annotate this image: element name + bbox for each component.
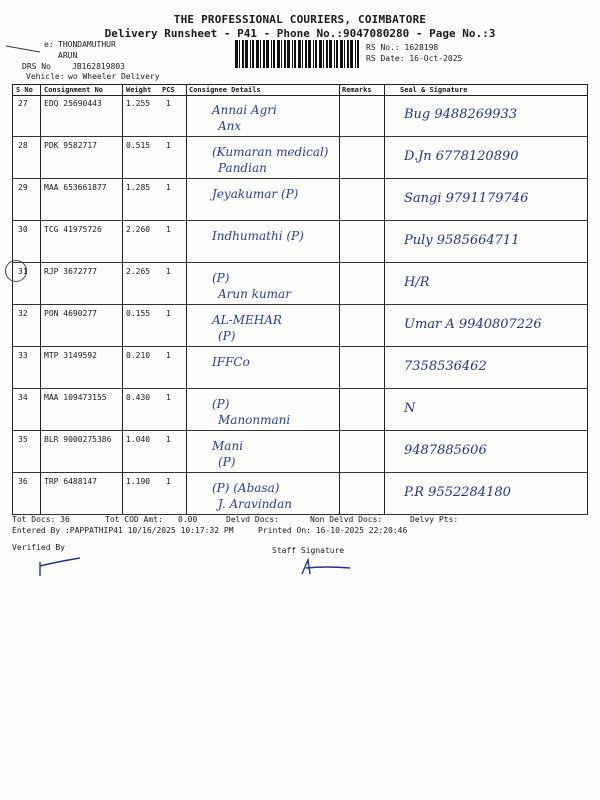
col-consignee: Consignee Details <box>189 86 261 94</box>
row-sno: 31 <box>18 267 28 276</box>
row-signature: 9487885606 <box>404 443 487 458</box>
row-sno: 35 <box>18 435 28 444</box>
table-row <box>12 221 588 263</box>
row-weight: 0.515 <box>126 141 151 150</box>
table-row <box>12 473 588 515</box>
branch-prefix: e: <box>44 40 54 49</box>
row-consignment-no: MTP 3149592 <box>44 351 97 360</box>
row-signature: Umar A 9940807226 <box>404 317 542 332</box>
row-consignee-line2: J. Aravindan <box>218 497 292 511</box>
printed-on: Printed On: 16-10-2025 22:20:46 <box>258 526 408 535</box>
row-signature: Puly 9585664711 <box>404 233 520 248</box>
row-pcs: 1 <box>166 435 171 444</box>
row-consignment-no: TCG 41975726 <box>44 225 102 234</box>
row-sno: 33 <box>18 351 28 360</box>
pen-mark <box>4 38 44 56</box>
row-pcs: 1 <box>166 393 171 402</box>
row-pcs: 1 <box>166 351 171 360</box>
table-row <box>12 431 588 473</box>
row-consignment-no: TRP 6488147 <box>44 477 97 486</box>
total-cod-label: Tot COD Amt: <box>105 515 163 524</box>
row-consignee: (Kumaran medical) <box>212 145 329 159</box>
col-weight: Weight <box>126 86 152 94</box>
drs-label: DRS No <box>22 62 51 71</box>
table-row <box>12 179 588 221</box>
delivered-docs: Delvd Docs: <box>226 515 279 524</box>
staff-name: ARUN <box>58 51 78 60</box>
table-row <box>12 263 588 305</box>
col-remarks: Remarks <box>342 86 372 94</box>
row-consignment-no: MAA 109473155 <box>44 393 107 402</box>
row-sno: 29 <box>18 183 28 192</box>
row-consignment-no: BLR 9000275386 <box>44 435 112 444</box>
row-consignee: Mani <box>212 439 244 453</box>
verifier-signature-mark <box>36 556 86 580</box>
row-consignment-no: RJP 3672777 <box>44 267 97 276</box>
row-signature: 7358536462 <box>404 359 487 374</box>
row-consignment-no: EDQ 25690443 <box>44 99 102 108</box>
table-row <box>12 305 588 347</box>
total-cod-value: 0.00 <box>178 515 198 524</box>
row-consignee-line2: Arun kumar <box>218 287 291 301</box>
row-pcs: 1 <box>166 267 171 276</box>
row-sno: 32 <box>18 309 28 318</box>
total-docs: Tot Docs: 36 <box>12 515 70 524</box>
row-pcs: 1 <box>166 141 171 150</box>
row-consignee-line2: Manonmani <box>218 413 291 427</box>
row-sno: 27 <box>18 99 28 108</box>
row-pcs: 1 <box>166 99 171 108</box>
vehicle-value: wo Wheeler Delivery <box>68 72 160 81</box>
verified-by-label: Verified By <box>12 543 65 552</box>
table-row <box>12 137 588 179</box>
row-consignee: IFFCo <box>212 355 250 369</box>
company-title: THE PROFESSIONAL COURIERS, COIMBATORE <box>173 13 427 26</box>
row-sno: 34 <box>18 393 28 402</box>
row-sno: 36 <box>18 477 28 486</box>
staff-signature-label: Staff Signature <box>272 546 345 555</box>
table-row <box>12 95 588 137</box>
row-consignee: (P) (Abasa) <box>212 481 280 495</box>
table-row <box>12 347 588 389</box>
runsheet-subtitle: Delivery Runsheet - P41 - Phone No.:9047080280 - Page No.:3 <box>104 27 496 40</box>
row-sno: 30 <box>18 225 28 234</box>
row-consignee: Indhumathi (P) <box>212 229 304 243</box>
row-signature: N <box>404 401 416 416</box>
row-consignee-line2: Pandian <box>218 161 267 175</box>
non-delivered-docs: Non Delvd Docs: <box>310 515 383 524</box>
rs-number: RS No.: 1628198 <box>366 43 439 52</box>
staff-signature-mark <box>296 556 356 580</box>
row-consignee-line2: (P) <box>218 455 236 469</box>
row-signature: Bug 9488269933 <box>404 107 518 122</box>
row-consignment-no: PDK 9582717 <box>44 141 97 150</box>
row-consignee: Annai Agri <box>212 103 277 117</box>
row-consignee-line2: (P) <box>218 329 236 343</box>
row-signature: D.Jn 6778120890 <box>404 149 519 164</box>
row-weight: 1.040 <box>126 435 151 444</box>
drs-value: JB162819803 <box>72 62 125 71</box>
table-row <box>12 389 588 431</box>
col-sno: S No <box>16 86 33 94</box>
row-pcs: 1 <box>166 477 171 486</box>
branch-name: THONDAMUTHUR <box>58 40 116 49</box>
row-weight: 2.265 <box>126 267 151 276</box>
row-consignee: Jeyakumar (P) <box>212 187 299 201</box>
row-consignee: (P) <box>212 271 230 285</box>
row-sno: 28 <box>18 141 28 150</box>
delivery-points: Delvy Pts: <box>410 515 459 524</box>
row-signature: P.R 9552284180 <box>404 485 511 500</box>
row-pcs: 1 <box>166 225 171 234</box>
row-consignee: (P) <box>212 397 230 411</box>
row-weight: 0.430 <box>126 393 151 402</box>
row-weight: 0.155 <box>126 309 151 318</box>
row-pcs: 1 <box>166 309 171 318</box>
col-signature: Seal & Signature <box>400 86 468 94</box>
barcode <box>233 40 363 68</box>
row-consignee: AL-MEHAR <box>212 313 282 327</box>
row-weight: 0.210 <box>126 351 151 360</box>
row-weight: 1.255 <box>126 99 151 108</box>
row-consignee-line2: Anx <box>218 119 242 133</box>
row-signature: Sangi 9791179746 <box>404 191 529 206</box>
row-weight: 1.285 <box>126 183 151 192</box>
row-consignment-no: PON 4690277 <box>44 309 97 318</box>
row-pcs: 1 <box>166 183 171 192</box>
col-consignment: Consignment No <box>44 86 104 94</box>
row-31-circle-mark <box>5 260 27 282</box>
col-pcs: PCS <box>162 86 175 94</box>
vehicle-label: Vehicle: <box>26 72 65 81</box>
row-weight: 1.190 <box>126 477 151 486</box>
row-weight: 2.260 <box>126 225 151 234</box>
entered-by: Entered By :PAPPATHIP41 10/16/2025 10:17:32 PM <box>12 526 234 535</box>
rs-date: RS Date: 16-Oct-2025 <box>366 54 463 63</box>
row-consignment-no: MAA 653661877 <box>44 183 107 192</box>
row-signature: H/R <box>404 275 430 290</box>
